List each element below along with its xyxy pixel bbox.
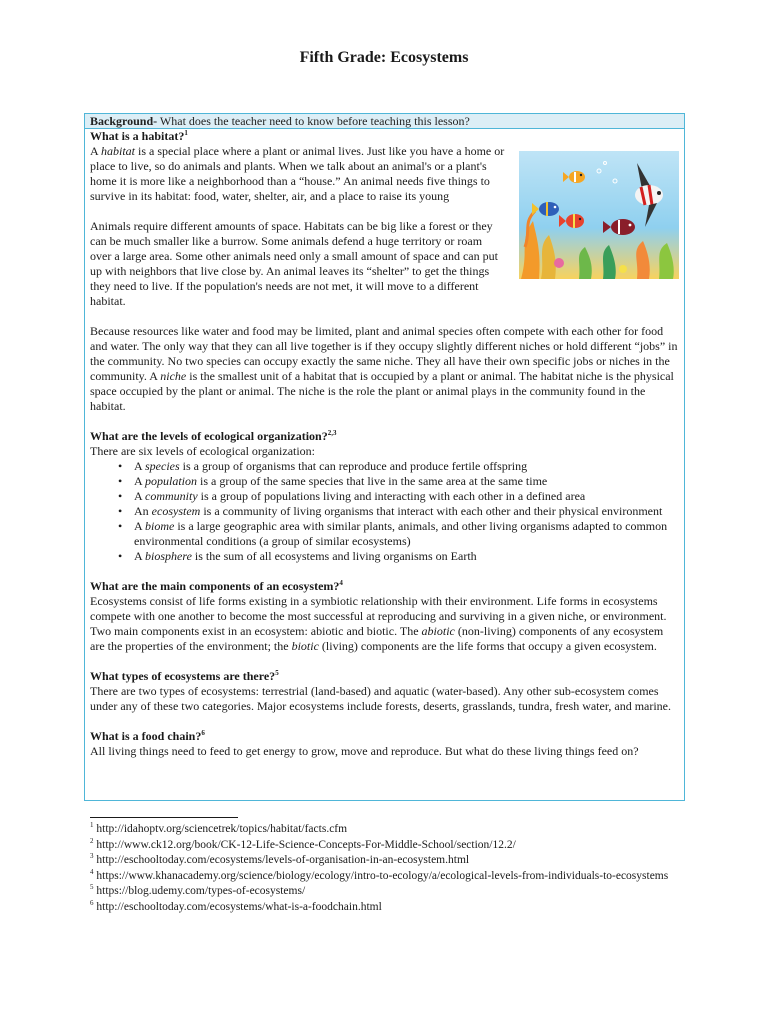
fish-reef-image [519,151,679,279]
levels-heading-text: What are the levels of ecological organization? [90,429,328,443]
background-prompt: What does the teacher need to know before teaching this lesson? [157,114,470,128]
types-heading [90,669,679,684]
habitat-heading-text: What is a habitat? [90,129,185,143]
levels-list [90,459,679,564]
niche-term: niche [160,369,187,383]
footnote-ref[interactable]: 4 [339,579,343,587]
footnote-divider [90,817,238,818]
footnotes [90,822,680,915]
list-item: • A population is a group of the same species that live in the same area at the same time [134,474,679,489]
list-item: • A biome is a large geographic area with similar plants, animals, and other living organisms adapted to common environmental conditions (a group of similar ecosystems) [134,519,679,549]
foodchain-paragraph: All living things need to feed to get energy to grow, move and reproduce. But what do these living things feed on? [90,744,639,758]
background-header [85,114,684,129]
background-section [84,113,685,801]
foodchain-heading-text: What is a food chain? [90,729,202,743]
footnote[interactable]: $^5$ https://blog.udemy.com/types-of-ecosystems/ [90,883,306,897]
tropical-fish-icon [519,151,679,279]
levels-intro: There are six levels of ecological organization: [90,444,316,458]
page-title: Fifth Grade: Ecosystems [299,49,469,66]
components-paragraph: Ecosystems consist of life forms existing in a symbiotic relationship with their environment. Life forms in ecosystems compete with one another to become the most successful at reproducing and surviving in a given niche, or environment. Two main components exist in an ecosystem: abiotic and biotic. The abiotic (non-living) components of any ecosystem are the properties of the environment; the biotic (living) components are the life forms that occupy a given ecosystem. [90,594,667,653]
levels-heading [90,429,679,444]
components-heading [90,579,679,594]
list-item: • A species is a group of organisms that can reproduce and produce fertile offspring [134,459,679,474]
list-item: • An ecosystem is a community of living organisms that interact with each other and their physical environment [134,504,679,519]
footnote-ref[interactable]: 1 [184,129,188,137]
foodchain-heading [90,729,679,744]
habitat-heading [90,129,679,144]
habitat-paragraph-3 [90,324,679,414]
footnote-ref[interactable]: 2,3 [327,429,337,437]
niche-text: is the smallest unit of a habitat that is occupied by a plant or animal. The habitat niche is the physical space occupied by the plant or animal. The niche is the role the plant or animal plays in the community found in the habitat. [90,369,674,413]
lesson-content [85,129,684,759]
niche-text: Because resources like water and food may be limited, plant and animal species often compete with each other for food and water. The only way that they can all live together is if they occupy slightly different niches or hold different “jobs” in the community. No two species can occupy exactly the same niche. They all have their own specific jobs or niches in the community. A [90,324,678,383]
footnote-ref[interactable]: 6 [201,729,205,737]
types-paragraph: There are two types of ecosystems: terrestrial (land-based) and aquatic (water-based). Any other sub-ecosystem comes under any of these two categories. Major ecosystems include forests, deserts, grasslands, tundra, fresh water, and marine. [90,684,672,713]
footnote[interactable]: $^1$ http://idahoptv.org/sciencetrek/topics/habitat/facts.cfm [90,821,348,835]
types-heading-text: What types of ecosystems are there? [90,669,276,683]
habitat-text: A [90,144,102,158]
background-label: Background- [90,114,158,128]
list-item: • A biosphere is the sum of all ecosystems and living organisms on Earth [134,549,679,564]
footnote[interactable]: $^6$ http://eschooltoday.com/ecosystems/what-is-a-foodchain.html [90,898,382,913]
habitat-text: is a special place where a plant or animal lives. Just like you have a home or place to live, so do animals and plants. When we talk about an animal's or a plant's home it is more like a neighborhood than a “house.” An animal needs five things to survive in its habitat: food, water, shelter, air, and a place to raise its young [90,144,505,203]
footnote[interactable]: $^4$ https://www.khanacademy.org/science/biology/ecology/intro-to-ecology/a/ecological-levels-from-individuals-to-ecosystems [90,867,669,882]
footnote-ref[interactable]: 5 [275,669,279,677]
components-heading-text: What are the main components of an ecosystem? [90,579,340,593]
habitat-paragraph-2: Animals require different amounts of space. Habitats can be big like a forest or they can be much smaller like a burrow. Some animals defend a huge territory or roam over a large area. Some other animals need only a small amount of space and can put up with neighbors that live close by. An animal leaves its “shelter” to get the things they need to live. If the population's needs are not met, it will move to a different habitat. [90,219,498,308]
footnote[interactable]: $^2$ http://www.ck12.org/book/CK-12-Life-Science-Concepts-For-Middle-School/section/12.2/ [90,836,516,851]
habitat-term: habitat [101,144,136,158]
list-item: • A community is a group of populations living and interacting with each other in a defined area [134,489,679,504]
footnote[interactable]: $^3$ http://eschooltoday.com/ecosystems/levels-of-organisation-in-an-ecosystem.html [90,852,470,866]
